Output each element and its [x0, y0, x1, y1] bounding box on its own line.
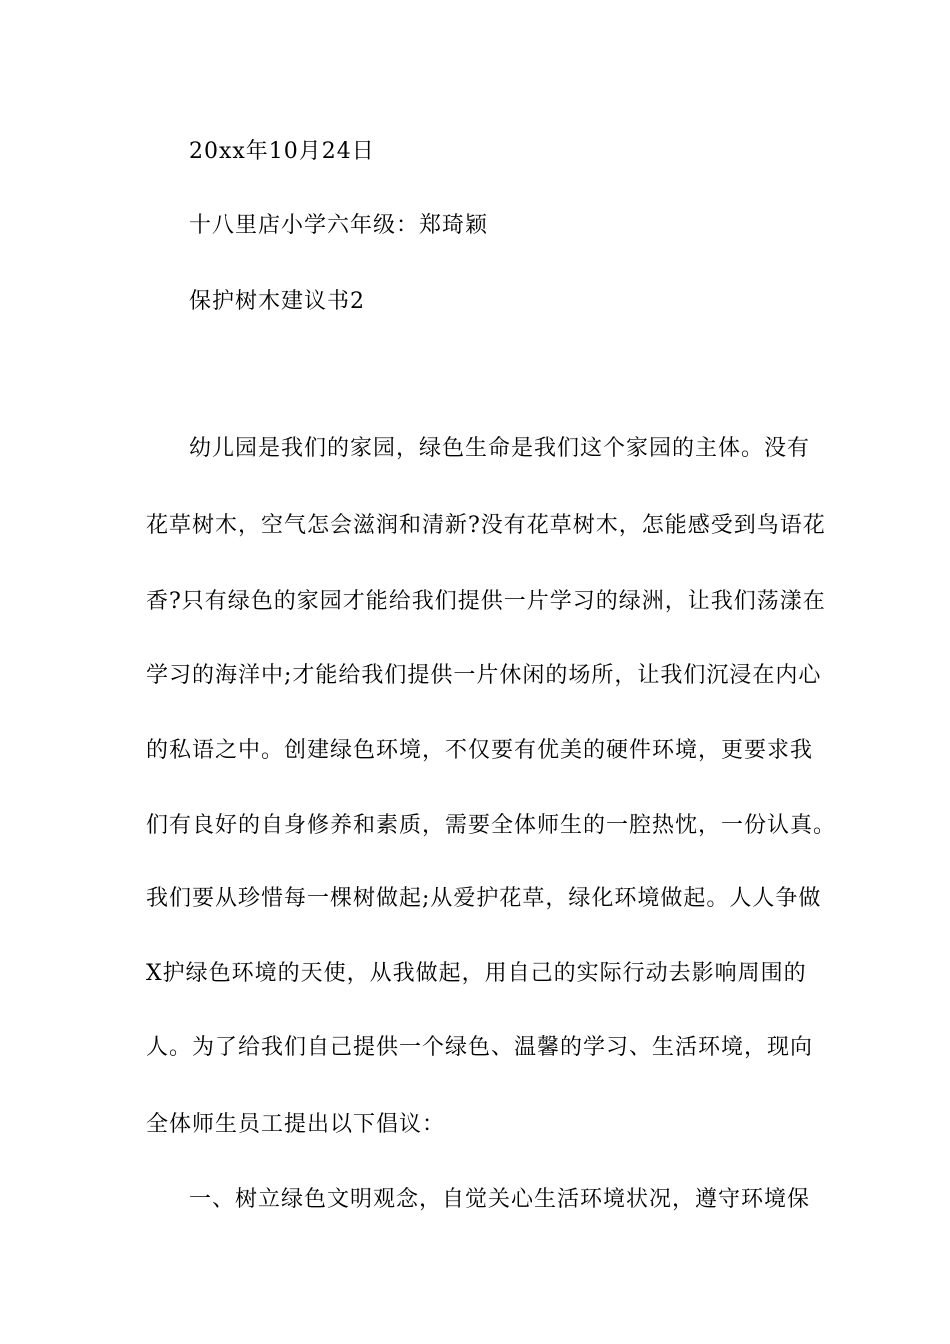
paragraph-line: 全体师生员工提出以下倡议： [146, 1112, 446, 1137]
paragraph-line: 花草树木，空气怎会滋润和清新?没有花草树木，怎能感受到鸟语花 [146, 513, 826, 538]
document-title: 保护树木建议书2 [189, 289, 365, 314]
proposal-item-1: 一、树立绿色文明观念，自觉关心生活环境状况，遵守环境保 [189, 1187, 811, 1212]
paragraph-line: 的私语之中。创建绿色环境，不仅要有优美的硬件环境，更要求我 [146, 738, 814, 763]
author-line: 十八里店小学六年级：郑琦颖 [189, 213, 489, 238]
paragraph-line: 学习的海洋中;才能给我们提供一片休闲的场所，让我们沉浸在内心 [146, 663, 822, 688]
paragraph-line: 幼儿园是我们的家园，绿色生命是我们这个家园的主体。没有 [189, 436, 811, 461]
paragraph-line: X护绿色环境的天使，从我做起，用自己的实际行动去影响周围的 [146, 961, 807, 986]
date-line: 20xx年10月24日 [189, 139, 375, 164]
paragraph-line: 香?只有绿色的家园才能给我们提供一片学习的绿洲，让我们荡漾在 [146, 589, 826, 614]
paragraph-line: 们有良好的自身修养和素质，需要全体师生的一腔热忱，一份认真。 [146, 813, 837, 838]
paragraph-line: 人。为了给我们自己提供一个绿色、温馨的学习、生活环境，现向 [146, 1035, 814, 1060]
paragraph-line: 我们要从珍惜每一棵树做起;从爱护花草，绿化环境做起。人人争做 [146, 886, 822, 911]
